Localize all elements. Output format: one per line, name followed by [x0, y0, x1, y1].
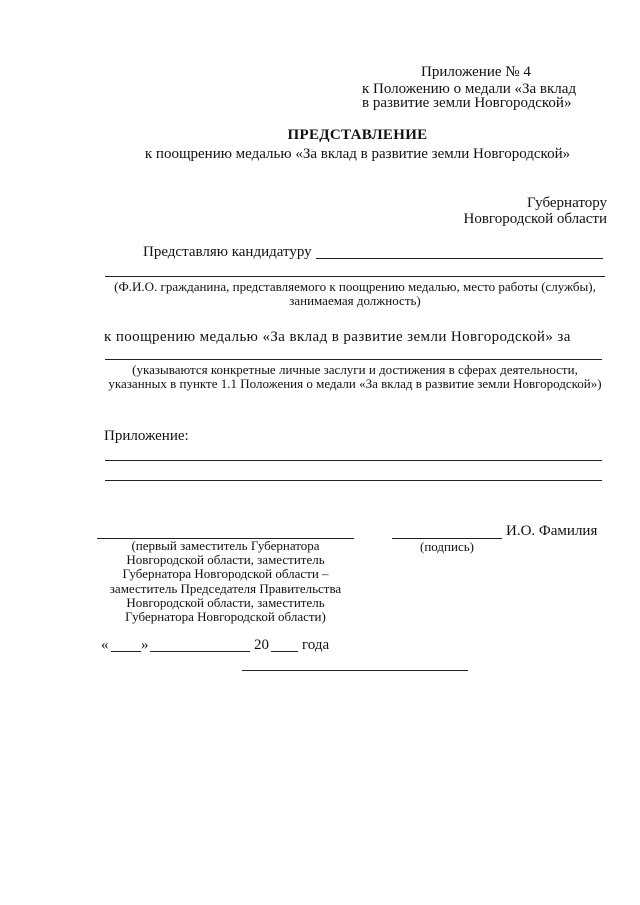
merits-line[interactable] — [105, 359, 602, 360]
signatory-role-line-4: заместитель Председателя Правительства — [109, 580, 342, 596]
date-day-line[interactable] — [111, 651, 141, 652]
document-subtitle: к поощрению медалью «За вклад в развитие земли Новгородской» — [144, 146, 571, 162]
addressee-line-1: Губернатору — [527, 195, 607, 211]
attachment-line-2[interactable] — [105, 480, 602, 481]
signatory-name: И.О. Фамилия — [506, 523, 598, 539]
date-year-suffix: года — [302, 637, 330, 653]
signatory-role-line-3: Губернатора Новгородской области – — [122, 566, 329, 582]
appendix-number: Приложение № 4 — [421, 64, 531, 80]
appendix-line-1: к Положению о медали «За вклад — [362, 81, 577, 97]
signatory-role-line-2: Новгородской области, заместитель — [126, 552, 325, 568]
candidate-name-line[interactable] — [316, 258, 603, 259]
merits-hint-1: (указываются конкретные личные заслуги и достижения в сферах деятельности, — [132, 362, 578, 377]
candidate-hint-1: (Ф.И.О. гражданина, представляемого к поощрению медалью, место работы (службы), — [114, 279, 596, 294]
signatory-role-line-1: (первый заместитель Губернатора — [131, 538, 320, 553]
date-open-quote: « — [101, 637, 109, 653]
date-year-line[interactable] — [271, 651, 298, 652]
appendix-line-2: в развитие земли Новгородской» — [362, 95, 572, 111]
date-year-prefix: 20 — [254, 637, 269, 653]
document-title: ПРЕДСТАВЛЕНИЕ — [287, 127, 428, 143]
bottom-line[interactable] — [242, 670, 468, 671]
addressee-line-2: Новгородской области — [463, 211, 607, 227]
date-month-line[interactable] — [150, 651, 250, 652]
candidate-label: Представляю кандидатуру — [143, 244, 312, 260]
candidate-hint-2: занимаемая должность) — [289, 293, 421, 308]
date-close-quote: » — [141, 637, 149, 653]
merits-hint-2: указанных в пункте 1.1 Положения о медали «За вклад в развитие земли Новгородской») — [108, 376, 602, 391]
attachment-label: Приложение: — [104, 428, 189, 444]
signature-hint: (подпись) — [420, 539, 474, 554]
signatory-role-line-5: Новгородской области, заместитель — [126, 594, 325, 610]
merits-label: к поощрению медалью «За вклад в развитие земли Новгородской» за — [104, 329, 571, 345]
signatory-role-line-6: Губернатора Новгородской области) — [125, 609, 326, 625]
signatory-role — [97, 539, 354, 624]
candidate-details-line[interactable] — [105, 276, 605, 277]
attachment-line-1[interactable] — [105, 460, 602, 461]
